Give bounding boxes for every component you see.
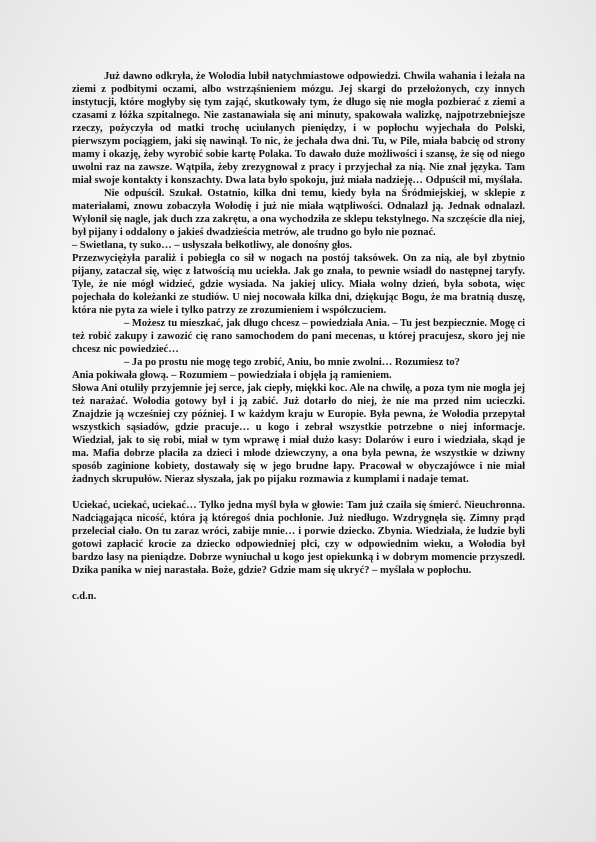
- continuation-note: c.d.n.: [72, 591, 97, 602]
- paragraph: Przezwyciężyła paraliż i pobiegła co sił w nogach na postój taksówek. On za nią, ale był zbytnio pijany, zataczał się, więc z łatwością mu uciekła. Jak go znała, to pewnie wsiadł do następnej taryfy. Tyle, że nie mógł widzieć, gdzie wysiada. Na jakiej ulicy. Miała wolny dzień, była sobota, więc pojechała do koleżanki ze studiów. U niej nocowała kilka dni, dziękując Bogu, że ma bratnią duszę, która nie pyta za wiele i tylko patrzy ze zrozumieniem i współczuciem.: [72, 253, 525, 316]
- dialogue-line: – Możesz tu mieszkać, jak długo chcesz – powiedziała Ania. – Tu jest bezpiecznie. Mogę ci też robić zakupy i zawozić cię rano samochodem do pani mecenas, u której pracujesz, skoro jej nie chcesz nic powiedzieć…: [72, 318, 525, 355]
- paragraph: Ania pokiwała głową. – Rozumiem – powiedziała i objęła ją ramieniem.: [72, 370, 392, 381]
- paragraph: Uciekać, uciekać, uciekać… Tylko jedna myśl była w głowie: Tam już czaiła się śmierć. Nieuchronna. Nadciągająca nicość, która ją któregoś dnia pochłonie. Już niedługo. Wzdrygnęła się. Zimny prąd przeleciał ciało. On tu zaraz wróci, zabije mnie… i porwie dziecko. Zbynia. Wiedziała, że ludzie byli gotowi zapłacić krocie za dziecko odpowiedniej płci, czy w odpowiednim wieku, a Wołodia był bardzo łasy na pieniądze. Dobrze wyniuchał u kogo jest opiekunką i w dobrym momencie przyszedł. Dzika panika w niej narastała. Boże, gdzie? Gdzie mam się ukryć? – myślała w popłochu.: [72, 500, 525, 576]
- paragraph: Słowa Ani otuliły przyjemnie jej serce, jak ciepły, miękki koc. Ale na chwilę, a poza tym nie mogła jej też narażać. Wołodia gotowy był i ją zabić. Już dotarło do niej, że nie ma przed nim ucieczki. Znajdzie ją wcześniej czy później. I w każdym kraju w Europie. Była pewna, że Wołodia przepytał wszystkich sąsiadów, gdzie pracuje… u kogo i zebrał wszystkie potrzebne o niej informacje. Wiedział, jak to się robi, miał w tym wprawę i miał dużo kasy: Dolarów i euro i wiedziała, skąd je ma. Mafia dobrze płaciła za dzieci i młode dziewczyny, a ona była pewna, że wszystkie w dziwny sposób zaginione kobiety, dostawały się w jego brudne łapy. Pracował w obyczajówce i nie miał żadnych skrupułów. Nieraz słyszała, jak po pijaku rozmawia z kumplami i nadaje temat.: [72, 383, 525, 485]
- paragraph: Już dawno odkryła, że Wołodia lubił natychmiastowe odpowiedzi. Chwila wahania i leżała na ziemi z podbitymi oczami, albo wstrząśnieniem mózgu. Jej skargi do przełożonych, czy innych instytucji, które mogłyby się tym zająć, skutkowały tym, że długo się nie mogła pozbierać z ziemi a czasami z łóżka szpitalnego. Nie zastanawiała się ani minuty, spakowała walizkę, najpotrzebniejsze rzeczy, pożyczyła od matki trochę uciułanych pieniędzy, i w popłochu wyjechała do Polski, pierwszym pociągiem, jaki się nawinął. To nic, że jechała dwa dni. Tu, w Pile, miała babcię od strony mamy i okazję, żeby wyrobić sobie kartę Polaka. To dawało duże możliwości i szansę, że się od niego uwolni raz na zawsze. Wątpiła, żeby zrezygnował z pracy i przyjechał za nią. Nie znał języka. Tam miał swoje kontakty i konszachty. Dwa lata było spokoju, już miała nadzieję… Odpuścił mi, myślała.: [72, 71, 525, 186]
- dialogue-line: – Ja po prostu nie mogę tego zrobić, Aniu, bo mnie zwolni… Rozumiesz to?: [124, 357, 460, 368]
- dialogue-line: – Swietłana, ty suko… – usłyszała bełkotliwy, ale donośny głos.: [72, 240, 353, 251]
- paragraph: Nie odpuścił. Szukał. Ostatnio, kilka dni temu, kiedy była na Śródmiejskiej, w sklepie z materiałami, znowu zobaczyła Wołodię i już nie miała wątpliwości. Odnalazł ją. Jednak odnalazł. Wyłonił się nagle, jak duch zza zakrętu, a ona wychodziła ze sklepu tekstylnego. Na szczęście dla niej, był pijany i oddalony o jakieś dwadzieścia metrów, ale trudno go było nie poznać.: [72, 188, 525, 238]
- body-text: [72, 70, 525, 603]
